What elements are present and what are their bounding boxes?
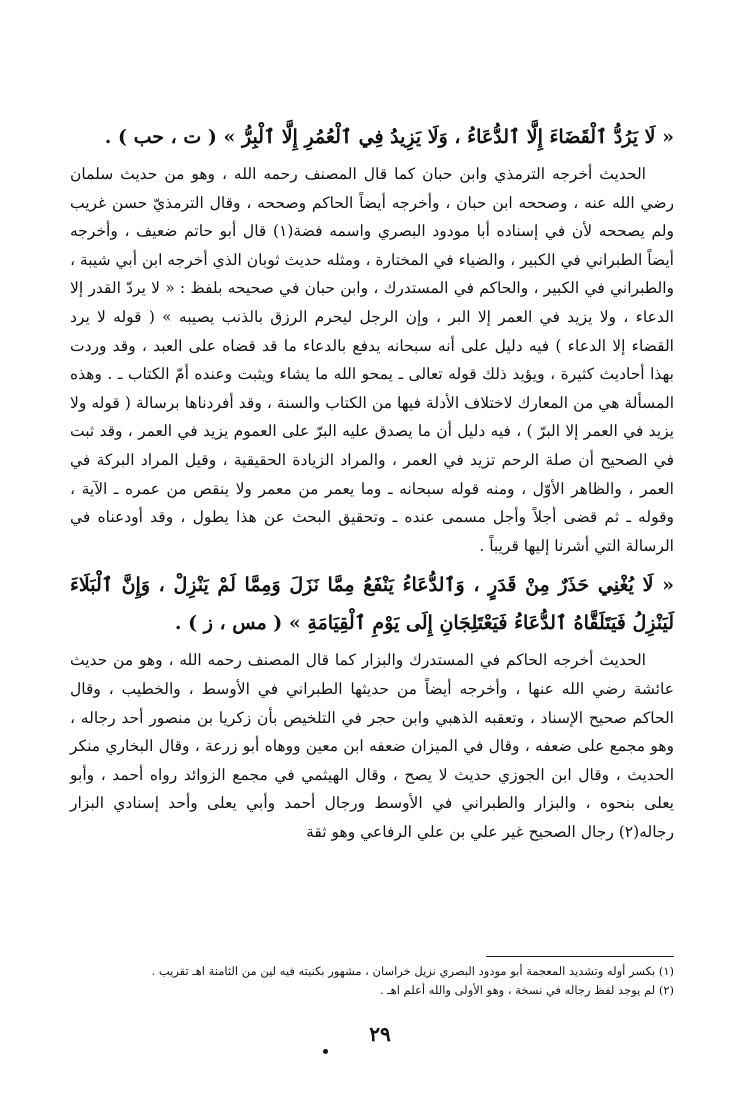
commentary-paragraph-2: الحديث أخرجه الحاكم في المستدرك والبزار كما قال المصنف رحمه الله ، وهو من حديث عائشة رضي الله عنها ، وأخرجه أيضاً من حديثها الطبراني في الأوسط ، والخطيب ، وقال الحاكم صحيح الإسناد ، وتعقبه الذهبي وابن حجر في التلخيص بأن زكريا بن منصور أحد رجاله ، وهو مجمع على ضعفه ، وقال في الميزان ضعفه ابن معين ووهاه أبو زرعة ، وقال البخاري منكر الحديث ، وقال ابن الجوزي حديث لا يصح ، وقال الهيثمي في مجمع الزوائد رواه أحمد ، وأبو يعلى بنحوه ، والبزار والطبراني في الأوسط ورجال أحمد وأبي يعلى وأحد إسنادي البزار رجاله(٢) رجال الصحيح غير علي بن علي الرفاعي وهو ثقة	[70, 651, 674, 841]
footnotes	[70, 962, 674, 1000]
footnote-2: (٢) لم يوجد لفظ رجاله في نسخة ، وهو الأولى والله أعلم اهـ .	[379, 983, 674, 997]
page-mark	[323, 1049, 328, 1054]
commentary-paragraph-1: الحديث أخرجه الترمذي وابن حبان كما قال المصنف رحمه الله ، وهو من حديث سلمان رضي الله عنه ، وصححه ابن حبان ، وأخرجه أيضاً الحاكم وصححه ، وقال الترمذيّ حسن غريب ولم يصححه لأن في إسناده أبا مودود البصري واسمه فضة(١) قال أبو حاتم ضعيف ، وأخرجه أيضاً الطبراني في الكبير ، والضياء في المختارة ، ومثله حديث ثوبان الذي أخرجه ابن أبي شيبة ، والطبراني في الكبير ، والحاكم في المستدرك ، وابن حبان في صحيحه بلفظ : « لا يردّ القدر إلا الدعاء ، ولا يزيد في العمر إلا البر ، وإن الرجل ليحرم الرزق بالذنب يصيبه » ( قوله لا يرد القضاء إلا الدعاء ) فيه دليل على أنه سبحانه يدفع بالدعاء ما قد قضاه على العبد ، وقد وردت بهذا أحاديث كثيرة ، ويؤيد ذلك قوله تعالى ـ يمحو الله ما يشاء ويثبت وعنده أمّ الكتاب ـ . وهذه المسألة هي من المعارك لاختلاف الأدلة فيها من الكتاب والسنة ، وقد أفردناها برسالة ( قوله ولا يزيد في العمر إلا البرّ ) ، فيه دليل أن ما يصدق عليه البرّ على العموم يزيد في العمر ، وقد ثبت في الصحيح أن صلة الرحم تزيد في العمر ، والمراد الزيادة الحقيقية ، وقيل المراد البركة في العمر ، والظاهر الأوّل ، ومنه قوله سبحانه ـ وما يعمر من معمر ولا ينقص من عمره ـ الآية ، وقوله ـ ثم قضى أجلاً وأجل مسمى عنده ـ وتحقيق البحث عن هذا يطول ، وقد أودعناه في الرسالة التي أشرنا إليها قريباً .	[69, 165, 674, 555]
footnote-divider	[486, 956, 674, 957]
page-body	[70, 118, 674, 852]
hadith-text-2: « لَا يُغْنِي حَذَرٌ مِنْ قَدَرٍ ، وَٱلدُّعَاءُ يَنْفَعُ مِمَّا نَزَلَ وَمِمَّا لَمْ يَنْزِلْ ، وَإِنَّ ٱلْبَلَاءَ لَيَنْزِلُ فَيَتَلَقَّاهُ ٱلدُّعَاءُ فَيَعْتَلِجَانِ إِلَى يَوْمِ ٱلْقِيَامَةِ » ( مس ، ز ) .	[70, 574, 674, 635]
page-number: ٢٩	[369, 1022, 391, 1046]
footnote-1: (١) بكسر أوله وتشديد المعجمة أبو مودود البصري نزيل خراسان ، مشهور بكنيته فيه لين من الثامنة اهـ تقريب .	[151, 964, 674, 978]
hadith-text-1: « لَا يَرُدُّ ٱلْقَضَاءَ إِلَّا ٱلدُّعَاءُ ، وَلَا يَزِيدُ فِي ٱلْعُمُرِ إِلَّا ٱلْبِرُّ » ( ت ، حب ) .	[104, 126, 674, 148]
